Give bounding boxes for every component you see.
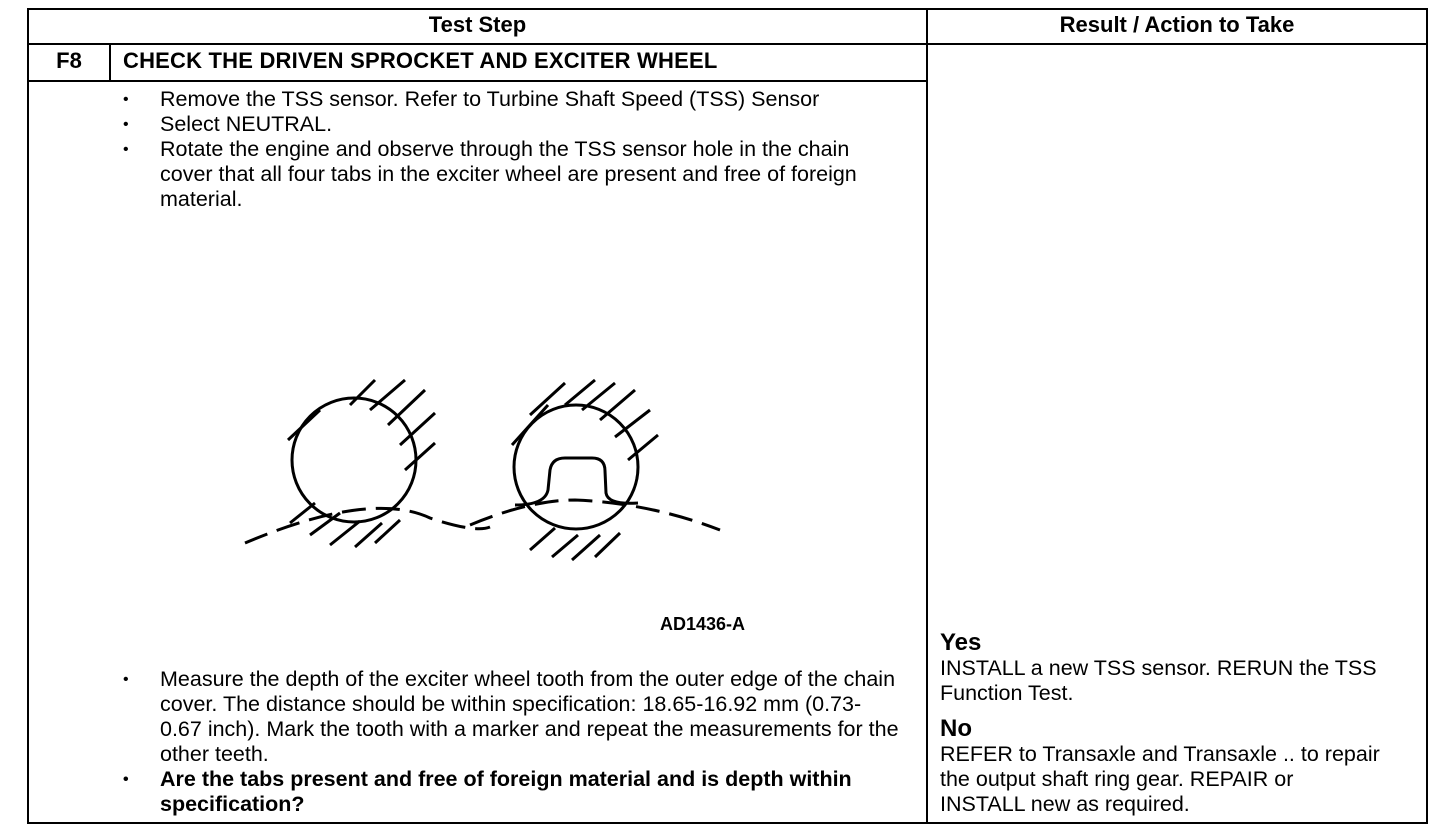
list-item: • Measure the depth of the exciter wheel tooth from the outer edge of the chain cover. The distance should be within specification: 18.65-16.92 mm (0.73-0.67 inch). Mark the tooth with a marker and repeat the measurements for the other teeth. <box>123 667 900 767</box>
hatching-right <box>512 380 658 560</box>
result-yes-label: Yes <box>940 629 982 656</box>
column-divider <box>926 8 928 824</box>
list-item: • Select NEUTRAL. <box>123 112 903 137</box>
instructions-bottom <box>123 667 903 817</box>
exciter-tooth <box>515 458 638 505</box>
exciter-wheel-diagram <box>230 375 770 575</box>
list-item: • Rotate the engine and observe through the TSS sensor hole in the chain cover that all four tabs in the exciter wheel are present and free of foreign material. <box>123 137 900 212</box>
result-yes-text: INSTALL a new TSS sensor. RERUN the TSS Function Test. <box>940 656 1377 705</box>
result-no-text: REFER to Transaxle and Transaxle .. to repair the output shaft ring gear. REPAIR or INSTALL new as required. <box>940 742 1380 816</box>
figure-id: AD1436-A <box>660 614 746 634</box>
step-title: CHECK THE DRIVEN SPROCKET AND EXCITER WHEEL <box>123 48 718 73</box>
list-item: • Remove the TSS sensor. Refer to Turbine Shaft Speed (TSS) Sensor <box>123 87 860 112</box>
result-no-label: No <box>940 715 972 742</box>
header-result: Result / Action to Take <box>1059 12 1295 37</box>
header-test-step: Test Step <box>428 12 527 37</box>
step-id: F8 <box>56 48 82 73</box>
list-item: • Are the tabs present and free of foreign material and is depth within specification? <box>123 767 860 817</box>
instructions-top <box>123 87 903 212</box>
step-id-divider <box>109 43 111 81</box>
header-divider <box>27 43 1428 45</box>
title-divider <box>27 80 927 82</box>
